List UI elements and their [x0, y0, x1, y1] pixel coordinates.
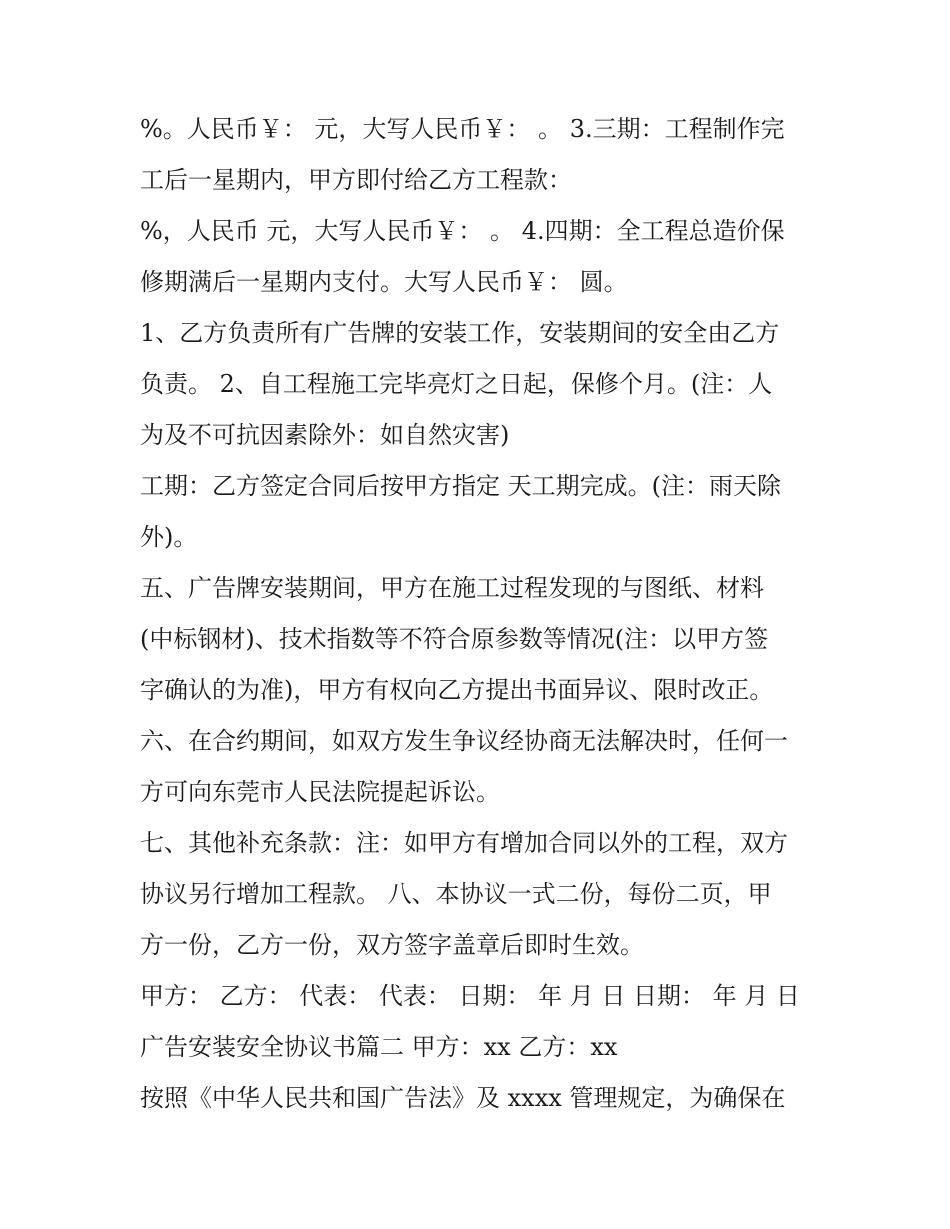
text-line: 七、其他补充条款：注：如甲方有增加合同以外的工程，双方 [140, 829, 788, 857]
text-line: 协议另行增加工程款。 八、本协议一式二份，每份二页，甲 [140, 880, 772, 908]
text-line: 按照《中华人民共和国广告法》及 xxxx 管理规定，为确保在 [140, 1084, 786, 1112]
text-line: 五、广告牌安装期间，甲方在施工过程发现的与图纸、材料 [140, 574, 764, 602]
text-line: 方可向东莞市人民法院提起诉讼。 [140, 778, 500, 806]
text-line: 广告安装安全协议书篇二 甲方：xx 乙方：xx [140, 1033, 618, 1061]
text-line: 外)。 [140, 523, 198, 551]
document-body [140, 104, 830, 1124]
text-line: 字确认的为准)，甲方有权向乙方提出书面异议、限时改正。 [140, 676, 774, 704]
text-line: 1、乙方负责所有广告牌的安装工作，安装期间的安全由乙方 [140, 319, 780, 347]
text-line: 方一份，乙方一份，双方签字盖章后即时生效。 [140, 931, 644, 959]
text-line: (中标钢材)、技术指数等不符合原参数等情况(注：以甲方签 [140, 625, 769, 653]
text-line: 工后一星期内，甲方即付给乙方工程款： [140, 166, 572, 194]
text-line: 为及不可抗因素除外：如自然灾害) [140, 421, 510, 449]
text-line: 六、在合约期间，如双方发生争议经协商无法解决时，任何一 [140, 727, 788, 755]
text-line: %。人民币￥： 元，大写人民币￥： 。 3.三期：工程制作完 [140, 115, 785, 143]
text-line: 负责。 2、自工程施工完毕亮灯之日起，保修个月。(注：人 [140, 370, 773, 398]
text-line: %，人民币 元，大写人民币￥： 。 4.四期：全工程总造价保 [140, 217, 785, 245]
text-line: 工期：乙方签定合同后按甲方指定 天工期完成。(注：雨天除 [140, 472, 781, 500]
text-line: 甲方： 乙方： 代表： 代表： 日期： 年 月 日 日期： 年 月 日 [140, 982, 800, 1010]
text-line: 修期满后一星期内支付。大写人民币￥： 圆。 [140, 268, 628, 296]
